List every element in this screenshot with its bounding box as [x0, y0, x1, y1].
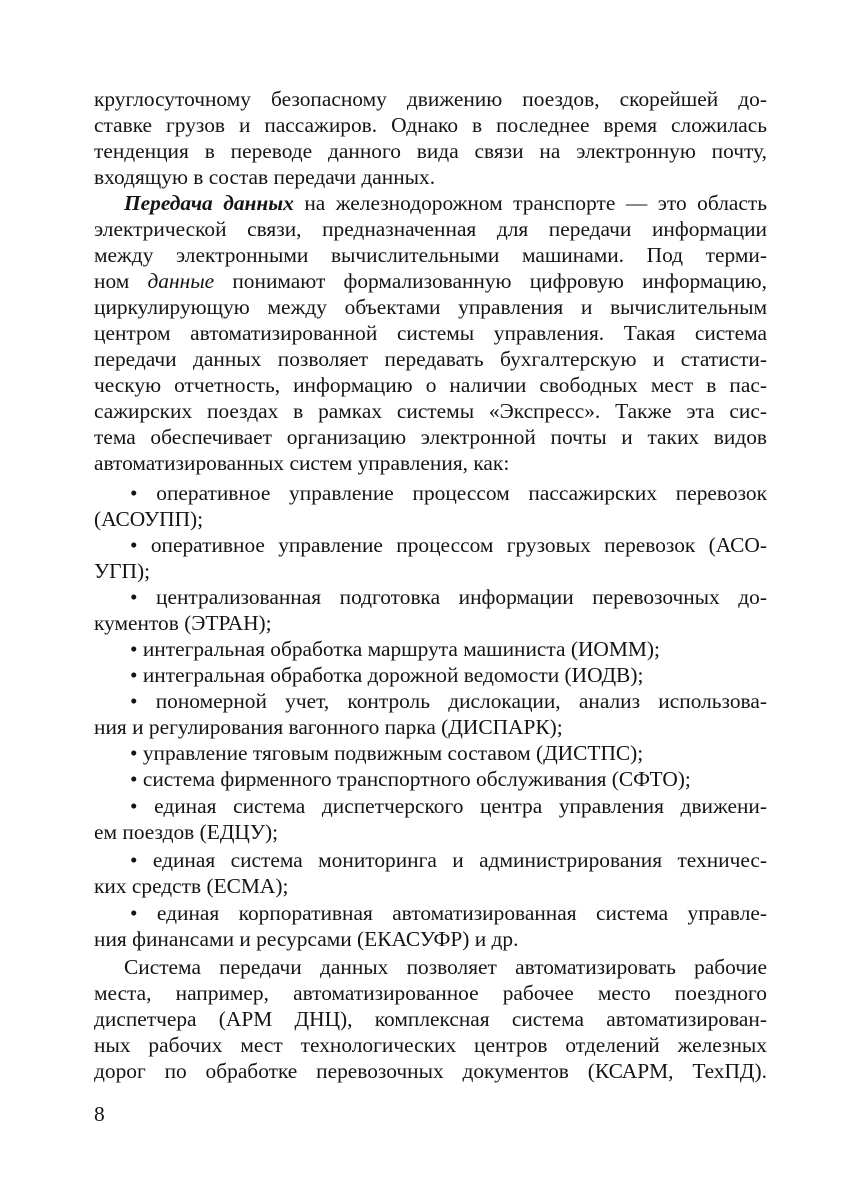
text-line: ческую отчетность, информацию о наличии свободных мест в пас-	[94, 373, 767, 397]
bullet-item: • единая система мониторинга и администрирования техничес-	[130, 848, 767, 872]
text-line: дорог по обработке перевозочных документов (КСАРМ, ТехПД).	[94, 1059, 767, 1083]
page-number: 8	[94, 1102, 105, 1126]
text-line: тема обеспечивает организацию электронной почты и таких видов	[94, 425, 767, 449]
bullet-item: • управление тяговым подвижным составом (ДИСТПС);	[130, 741, 644, 765]
paragraph-start-line: Система передачи данных позволяет автоматизировать рабочие	[124, 955, 767, 979]
text-line: диспетчера (АРМ ДНЦ), комплексная система автоматизирован-	[94, 1007, 767, 1031]
text-line	[94, 268, 767, 294]
text-line: циркулирующую между объектами управления и вычислительным	[94, 295, 767, 319]
text-line: УГП);	[94, 559, 151, 583]
text-span: понимают формализованную цифровую информацию,	[214, 269, 767, 293]
text-line: ставке грузов и пассажиров. Однако в последнее время сложилась	[94, 113, 767, 137]
text-line: автоматизированных систем управления, как:	[94, 451, 510, 475]
bullet-item: • оперативное управление процессом пассажирских перевозок	[130, 481, 767, 505]
text-line: тенденция в переводе данного вида связи на электронную почту,	[94, 139, 767, 163]
bullet-item: • пономерной учет, контроль дислокации, анализ использова-	[130, 689, 767, 713]
bullet-item: • интегральная обработка дорожной ведомости (ИОДВ);	[130, 663, 644, 687]
text-line: ния финансами и ресурсами (ЕКАСУФР) и др.	[94, 927, 519, 951]
bullet-item: • оперативное управление процессом грузовых перевозок (АСО-	[130, 533, 767, 557]
term-italic: данные	[147, 269, 215, 293]
text-line: ных рабочих мест технологических центров отделений железных	[94, 1033, 767, 1057]
paragraph-start-line	[124, 190, 767, 216]
text-line: ем поездов (ЕДЦУ);	[94, 820, 279, 844]
bullet-item: • система фирменного транспортного обслуживания (СФТО);	[130, 767, 691, 791]
text-line: между электронными вычислительными машинами. Под терми-	[94, 243, 767, 267]
bullet-item: • централизованная подготовка информации перевозочных до-	[130, 585, 767, 609]
text-line: входящую в состав передачи данных.	[94, 165, 436, 189]
text-line: передачи данных позволяет передавать бухгалтерскую и статисти-	[94, 347, 767, 371]
text-line: центром автоматизированной системы управления. Такая система	[94, 321, 767, 345]
term-emphasis: Передача данных	[124, 191, 294, 215]
bullet-item: • интегральная обработка маршрута машиниста (ИОММ);	[130, 637, 660, 661]
text-line: места, например, автоматизированное рабочее место поездного	[94, 981, 767, 1005]
text-span: на железнодорожном транспорте — это область	[293, 191, 767, 215]
text-line: сажирских поездах в рамках системы «Экспресс». Также эта сис-	[94, 399, 767, 423]
bullet-item: • единая система диспетчерского центра управления движени-	[130, 794, 767, 818]
text-line: кументов (ЭТРАН);	[94, 611, 272, 635]
text-line: круглосуточному безопасному движению поездов, скорейшей до-	[94, 87, 767, 111]
text-line: (АСОУПП);	[94, 507, 204, 531]
bullet-item: • единая корпоративная автоматизированная система управле-	[130, 901, 767, 925]
text-span: ном	[94, 269, 148, 293]
text-line: электрической связи, предназначенная для передачи информации	[94, 217, 767, 241]
text-line: ния и регулирования вагонного парка (ДИСПАРК);	[94, 715, 563, 739]
text-line: ких средств (ЕСМА);	[94, 874, 289, 898]
